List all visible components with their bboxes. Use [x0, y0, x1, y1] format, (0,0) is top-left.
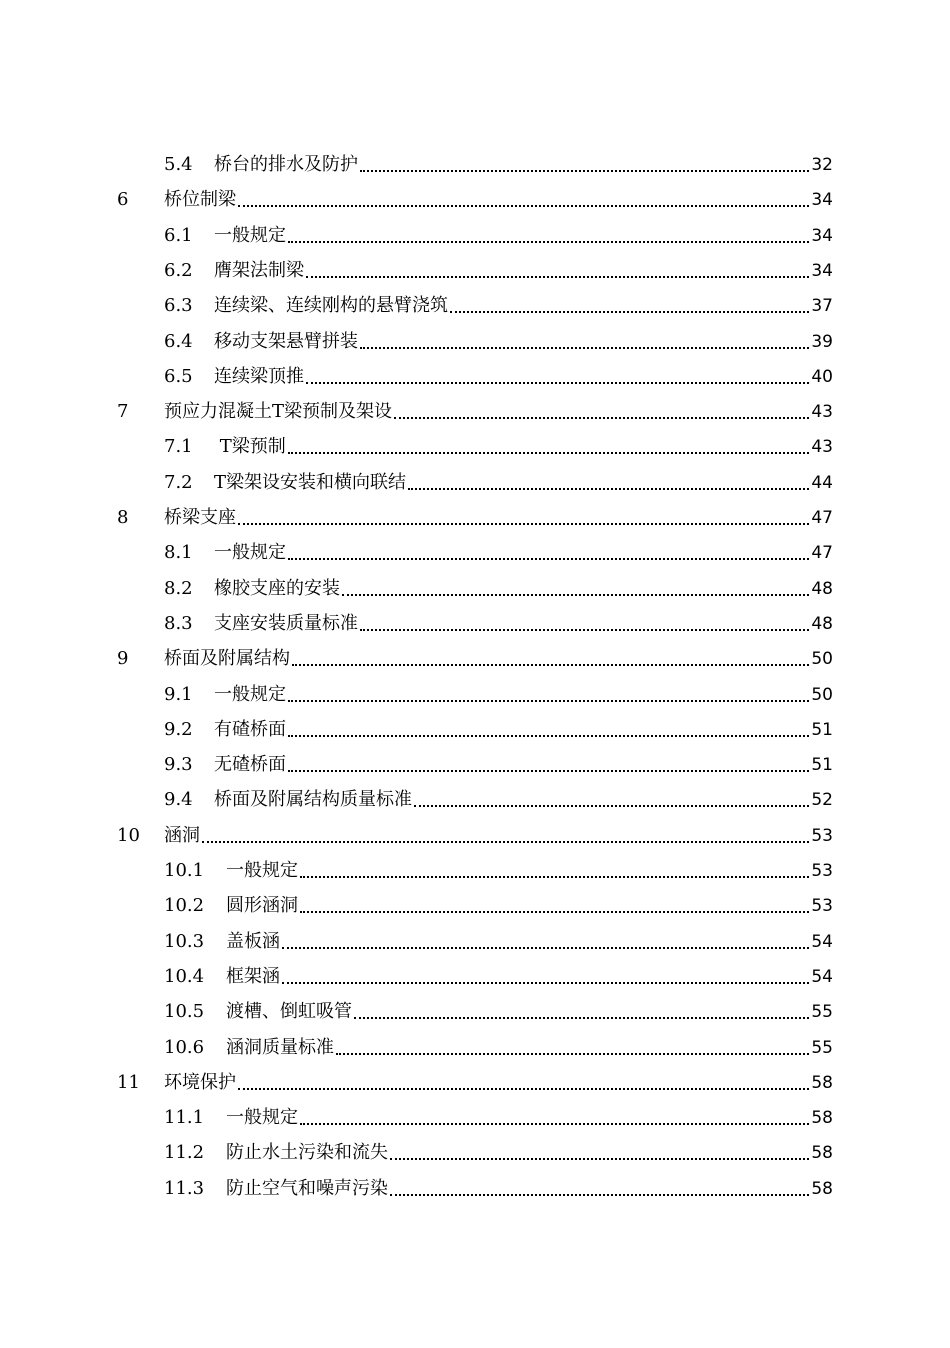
toc-entry-page: 40 [811, 366, 833, 387]
toc-entry-number: 6.3 [164, 295, 193, 317]
dot-leader [202, 841, 809, 843]
toc-entry[interactable] [117, 1059, 833, 1094]
toc-entry-number: 11.3 [164, 1177, 205, 1199]
toc-entry-title: 橡胶支座的安装 [214, 577, 340, 599]
toc-entry-number: 10.4 [164, 965, 205, 987]
toc-entry-page: 52 [811, 790, 833, 811]
toc-entry-number: 9 [117, 648, 129, 670]
toc-entry-page: 58 [811, 1108, 833, 1129]
toc-entry-page: 48 [811, 578, 833, 599]
toc-entry-title: 移动支架悬臂拼装 [214, 330, 358, 352]
toc-entry[interactable] [164, 1094, 833, 1129]
toc-entry-number: 8.1 [164, 542, 193, 564]
toc-entry-number: 10 [117, 824, 140, 846]
toc-entry-title: 框架涵 [226, 965, 280, 987]
toc-entry-number: 11.2 [164, 1142, 205, 1164]
toc-entry-title: 防止水土污染和流失 [226, 1142, 388, 1164]
dot-leader [336, 1053, 809, 1055]
toc-entry[interactable] [117, 494, 833, 529]
toc-entry[interactable] [117, 812, 833, 847]
toc-entry-title: T梁预制 [214, 436, 286, 458]
toc-entry-title: 有碴桥面 [214, 718, 286, 740]
toc-entry[interactable] [164, 706, 833, 741]
toc-entry-number: 9.2 [164, 718, 193, 740]
toc-entry-title: 涵洞质量标准 [226, 1036, 334, 1058]
toc-entry-title: 桥台的排水及防护 [214, 154, 358, 175]
dot-leader [288, 770, 809, 772]
toc-entry[interactable] [164, 423, 833, 458]
toc-entry-number: 8.2 [164, 577, 193, 599]
toc-entry[interactable] [164, 988, 833, 1023]
toc-entry-page: 53 [811, 896, 833, 917]
toc-entry[interactable] [117, 388, 833, 423]
toc-entry-page: 55 [811, 1002, 833, 1023]
toc-entry-page: 43 [811, 402, 833, 423]
toc-entry-page: 39 [811, 331, 833, 352]
toc-entry-number: 10.2 [164, 895, 205, 917]
toc-entry[interactable] [164, 847, 833, 882]
toc-entry-title: 膺架法制梁 [214, 259, 304, 281]
dot-leader [288, 452, 810, 454]
toc-entry[interactable] [164, 918, 833, 953]
toc-entry-number: 9.4 [164, 789, 193, 811]
toc-entry[interactable] [164, 141, 833, 176]
dot-leader [300, 876, 809, 878]
dot-leader [360, 629, 809, 631]
dot-leader [288, 558, 809, 560]
toc-entry[interactable] [164, 1024, 833, 1059]
toc-entry-page: 58 [811, 1178, 833, 1199]
dot-leader [238, 205, 809, 207]
toc-entry-number: 6 [117, 189, 129, 211]
toc-entry-title: 圆形涵洞 [226, 895, 298, 917]
toc-entry-title: 防止空气和噪声污染 [226, 1177, 388, 1199]
toc-entry-title: 渡槽、倒虹吸管 [226, 1001, 352, 1023]
toc-entry[interactable] [164, 282, 833, 317]
toc-entry-title: 预应力混凝土T梁预制及架设 [164, 401, 393, 423]
toc-entry-page: 34 [811, 260, 833, 281]
toc-entry-title: 盖板涵 [226, 930, 280, 952]
toc-entry[interactable] [164, 212, 833, 247]
dot-leader [342, 594, 809, 596]
dot-leader [360, 170, 809, 172]
toc-entry[interactable] [164, 353, 833, 388]
toc-entry[interactable] [164, 882, 833, 917]
dot-leader [408, 488, 809, 490]
toc-entry-title: 一般规定 [226, 860, 298, 881]
toc-entry-number: 5.4 [164, 154, 193, 175]
dot-leader [306, 276, 809, 278]
toc-entry-number: 11 [117, 1071, 140, 1093]
toc-entry-title: T梁架设安装和横向联结 [214, 471, 407, 493]
dot-leader [292, 664, 809, 666]
toc-entry[interactable] [164, 529, 833, 564]
toc-entry-number: 10.6 [164, 1036, 205, 1058]
toc-entry-page: 58 [811, 1143, 833, 1164]
toc-entry-title: 一般规定 [214, 683, 286, 705]
toc-entry-number: 7 [117, 401, 129, 423]
toc-entry-title: 桥面及附属结构质量标准 [214, 789, 412, 811]
toc-entry-title: 桥面及附属结构 [164, 648, 290, 670]
toc-entry-page: 47 [811, 508, 833, 528]
dot-leader [288, 241, 809, 243]
toc-entry-number: 7.1 [164, 436, 193, 458]
toc-entry[interactable] [164, 600, 833, 635]
toc-entry-title: 一般规定 [214, 542, 286, 564]
toc-entry[interactable] [164, 247, 833, 282]
dot-leader [300, 911, 809, 913]
toc-entry-page: 58 [811, 1072, 833, 1093]
dot-leader [414, 805, 809, 807]
toc-entry-title: 连续梁顶推 [214, 365, 304, 387]
toc-entry-page: 51 [811, 719, 833, 740]
toc-entry-page: 53 [811, 825, 833, 846]
dot-leader [300, 1123, 809, 1125]
toc-entry-number: 9.1 [164, 683, 193, 705]
toc-entry-page: 54 [811, 931, 833, 952]
dot-leader [288, 700, 809, 702]
toc-entry[interactable] [164, 741, 833, 776]
toc-entry-page: 51 [811, 755, 833, 776]
dot-leader [390, 1194, 809, 1196]
toc-entry-number: 10.3 [164, 930, 205, 952]
toc-entry-page: 48 [811, 613, 833, 634]
toc-entry-page: 50 [811, 684, 833, 705]
toc-entry-number: 6.1 [164, 224, 193, 246]
toc-entry-title: 桥位制梁 [164, 189, 236, 211]
toc-entry-page: 44 [811, 472, 833, 493]
toc-entry-title: 支座安装质量标准 [214, 612, 358, 634]
dot-leader [282, 947, 809, 949]
dot-leader [450, 311, 809, 313]
toc-entry-page: 34 [811, 225, 833, 246]
toc-entry-title: 一般规定 [214, 224, 286, 246]
dot-leader [394, 417, 809, 419]
toc-entry[interactable] [164, 1129, 833, 1164]
toc-entry-number: 10.5 [164, 1001, 205, 1023]
toc-entry-title: 环境保护 [164, 1071, 236, 1093]
toc-entry-title: 一般规定 [226, 1107, 298, 1129]
toc-entry-page: 32 [811, 155, 833, 175]
dot-leader [288, 735, 809, 737]
dot-leader [306, 382, 809, 384]
dot-leader [390, 1158, 809, 1160]
dot-leader [238, 1088, 809, 1090]
toc-entry[interactable] [164, 459, 833, 494]
toc-entry[interactable] [164, 318, 833, 353]
toc-entry-page: 43 [811, 437, 833, 458]
toc-entry-page: 53 [811, 861, 833, 881]
dot-leader [282, 982, 809, 984]
toc-entry-page: 50 [811, 649, 833, 670]
toc-entry[interactable] [164, 565, 833, 600]
toc-entry-title: 涵洞 [164, 824, 200, 846]
toc-entry[interactable] [164, 953, 833, 988]
dot-leader [360, 347, 809, 349]
toc-entry-number: 8.3 [164, 612, 193, 634]
toc-entry-number: 11.1 [164, 1107, 205, 1129]
toc-entry-number: 6.5 [164, 365, 193, 387]
toc-entry-number: 6.2 [164, 259, 193, 281]
toc-entry-number: 7.2 [164, 471, 193, 493]
toc-entry-number: 8 [117, 507, 129, 528]
toc-entry[interactable] [164, 1165, 833, 1200]
toc-entry-number: 6.4 [164, 330, 193, 352]
toc-entry[interactable] [164, 671, 833, 706]
dot-leader [238, 523, 809, 525]
toc-entry-title: 连续梁、连续刚构的悬臂浇筑 [214, 295, 448, 317]
toc-entry-title: 无碴桥面 [214, 754, 286, 776]
toc-entry-page: 54 [811, 966, 833, 987]
toc-entry[interactable] [164, 776, 833, 811]
dot-leader [354, 1017, 809, 1019]
toc-entry-number: 10.1 [164, 860, 205, 881]
toc-entry-page: 47 [811, 543, 833, 564]
toc-entry[interactable] [117, 635, 833, 670]
toc-entry-page: 34 [811, 190, 833, 211]
toc-entry-number: 9.3 [164, 754, 193, 776]
toc-entry-title: 桥梁支座 [164, 507, 236, 528]
toc-entry-page: 55 [811, 1037, 833, 1058]
toc-entry-page: 37 [811, 296, 833, 317]
toc-entry[interactable] [117, 176, 833, 211]
